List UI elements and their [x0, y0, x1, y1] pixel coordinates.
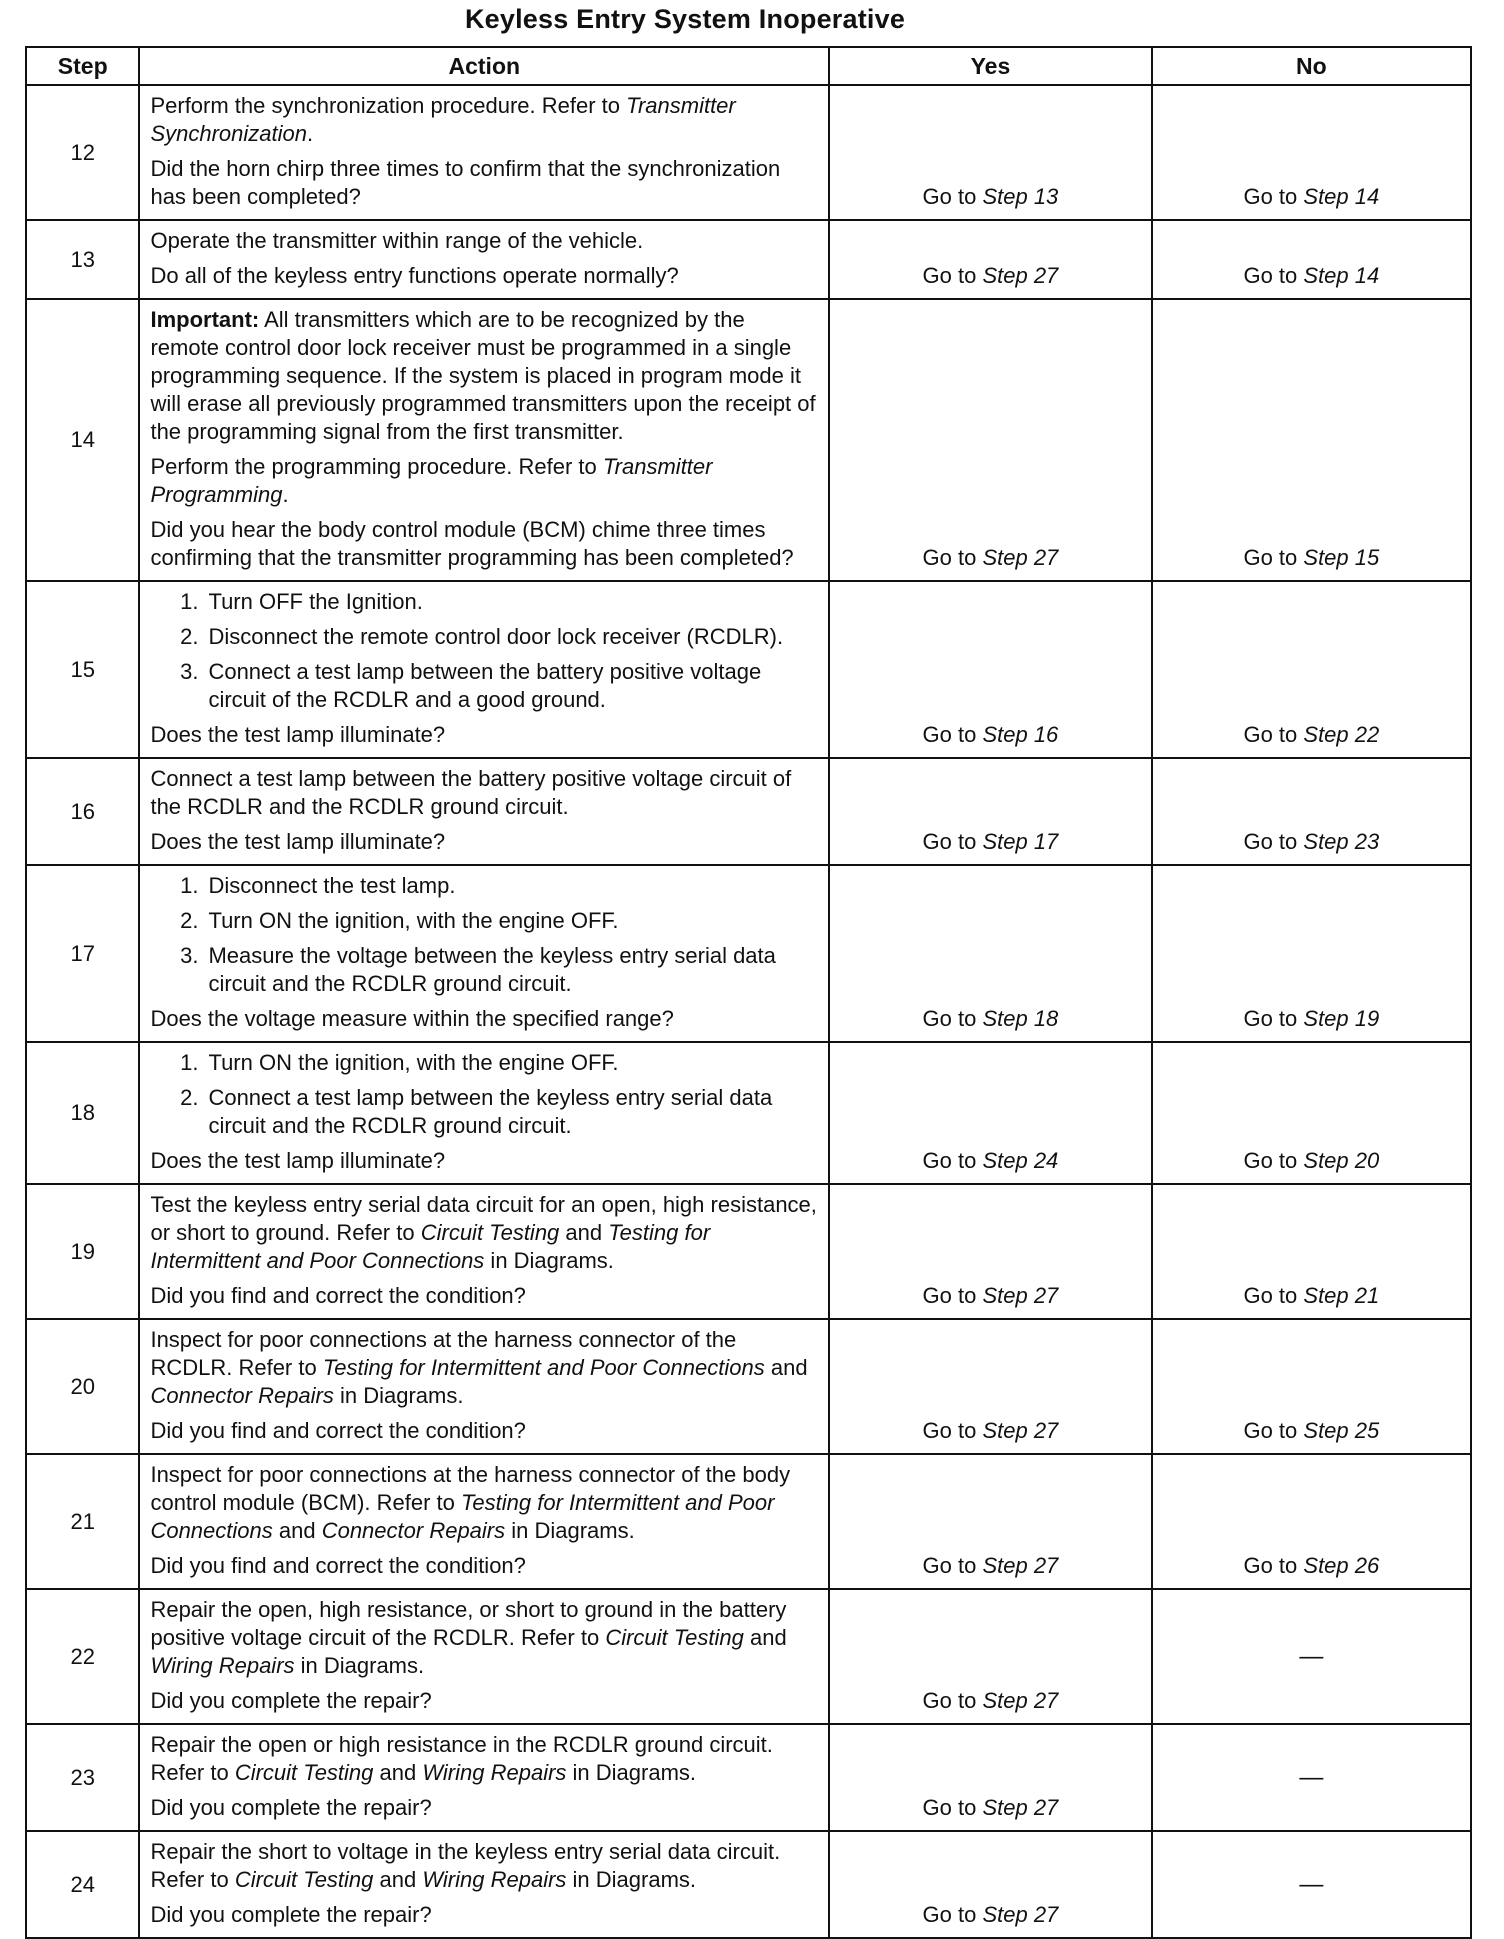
yes-step-ref: Step 18: [982, 1006, 1059, 1031]
item-text: [208, 588, 818, 616]
text-run: Measure the voltage between the keyless entry serial data circuit and the RCDLR ground circuit.: [208, 943, 776, 996]
text-run: Did you find and correct the condition?: [150, 1418, 526, 1443]
action-cell: [139, 865, 829, 1042]
table-row: [26, 1184, 1471, 1319]
reference-link-text: Connector Repairs: [150, 1383, 334, 1408]
action-paragraph: [150, 1838, 818, 1894]
yes-goto-text: Go to: [922, 1148, 983, 1173]
yes-goto-text: Go to: [922, 829, 983, 854]
action-cell: [139, 1589, 829, 1724]
no-cell: [1152, 1319, 1471, 1454]
text-run: Does the voltage measure within the specified range?: [150, 1006, 674, 1031]
text-run: .: [307, 121, 314, 146]
no-goto-text: Go to: [1243, 829, 1304, 854]
item-number: 1.: [180, 873, 199, 898]
action-paragraph: [150, 227, 818, 255]
no-goto-text: Go to: [1243, 1553, 1304, 1578]
step-number: 13: [26, 220, 139, 299]
yes-cell: [829, 581, 1152, 758]
table-row: [26, 1454, 1471, 1589]
yes-goto-text: Go to: [922, 545, 983, 570]
no-step-ref: Step 15: [1303, 545, 1380, 570]
table-row: [26, 1042, 1471, 1184]
text-run: Did you complete the repair?: [150, 1795, 432, 1820]
numbered-item: [150, 588, 818, 616]
yes-goto-text: Go to: [922, 263, 983, 288]
item-text: [208, 942, 818, 998]
text-run: and: [743, 1625, 787, 1650]
action-paragraph: [150, 1687, 818, 1715]
text-run: Did you hear the body control module (BCM) chime three times confirming that the transmitter programming has been completed?: [150, 517, 794, 570]
text-run: Did you find and correct the condition?: [150, 1553, 526, 1578]
action-paragraph: [150, 516, 818, 572]
action-paragraph: [150, 306, 818, 446]
no-cell: [1152, 758, 1471, 865]
header-action: Action: [139, 47, 829, 85]
numbered-item: [150, 1084, 818, 1140]
item-number: 2.: [180, 624, 199, 649]
yes-goto-text: Go to: [922, 1553, 983, 1578]
item-text: [208, 1084, 818, 1140]
text-run: Perform the programming procedure. Refer to: [150, 454, 603, 479]
yes-goto-text: Go to: [922, 1688, 983, 1713]
yes-step-ref: Step 27: [982, 1902, 1059, 1927]
action-paragraph: [150, 262, 818, 290]
table-body: [26, 85, 1471, 1938]
item-number: 2.: [180, 1085, 199, 1110]
no-dash: —: [1299, 1643, 1324, 1670]
reference-link-text: Wiring Repairs: [150, 1653, 295, 1678]
numbered-item: [150, 942, 818, 998]
yes-step-ref: Step 17: [982, 829, 1059, 854]
step-number: 23: [26, 1724, 139, 1831]
no-step-ref: Step 22: [1303, 722, 1380, 747]
action-paragraph: [150, 453, 818, 509]
no-goto-text: Go to: [1243, 722, 1304, 747]
step-number: 19: [26, 1184, 139, 1319]
action-cell: [139, 1184, 829, 1319]
no-step-ref: Step 19: [1303, 1006, 1380, 1031]
header-no: No: [1152, 47, 1471, 85]
text-run: Turn OFF the Ignition.: [208, 589, 423, 614]
action-paragraph: [150, 92, 818, 148]
action-cell: [139, 581, 829, 758]
yes-cell: [829, 85, 1152, 220]
text-run: Did you complete the repair?: [150, 1688, 432, 1713]
action-cell: [139, 1831, 829, 1938]
action-paragraph: [150, 1191, 818, 1275]
action-cell: [139, 85, 829, 220]
text-run: Did you find and correct the condition?: [150, 1283, 526, 1308]
yes-goto-text: Go to: [922, 1418, 983, 1443]
action-cell: [139, 758, 829, 865]
step-number: 22: [26, 1589, 139, 1724]
numbered-item: [150, 872, 818, 900]
reference-link-text: Transmitter Synchronization: [150, 93, 736, 146]
no-dash: —: [1299, 1764, 1324, 1791]
no-cell: [1152, 85, 1471, 220]
action-paragraph: [150, 155, 818, 211]
text-run: .: [282, 482, 289, 507]
text-run: and: [373, 1867, 423, 1892]
action-paragraph: [150, 1794, 818, 1822]
yes-goto-text: Go to: [922, 1283, 983, 1308]
yes-cell: [829, 220, 1152, 299]
no-goto-text: Go to: [1243, 1418, 1304, 1443]
text-run: Connect a test lamp between the battery positive voltage circuit of the RCDLR and the RCDLR ground circuit.: [150, 766, 792, 819]
text-run: and: [373, 1760, 423, 1785]
emphasis-label: Important:: [150, 307, 260, 332]
step-number: 12: [26, 85, 139, 220]
numbered-item: [150, 907, 818, 935]
reference-link-text: Testing for Intermittent and Poor Connections: [150, 1220, 711, 1273]
text-run: Disconnect the test lamp.: [208, 873, 456, 898]
action-paragraph: [150, 1731, 818, 1787]
text-run: Operate the transmitter within range of the vehicle.: [150, 228, 644, 253]
yes-cell: [829, 1454, 1152, 1589]
action-paragraph: [150, 1417, 818, 1445]
text-run: Inspect for poor connections at the harness connector of the RCDLR. Refer to: [150, 1327, 737, 1380]
yes-step-ref: Step 13: [982, 184, 1059, 209]
step-number: 20: [26, 1319, 139, 1454]
table-row: [26, 85, 1471, 220]
yes-step-ref: Step 27: [982, 1418, 1059, 1443]
no-goto-text: Go to: [1243, 1006, 1304, 1031]
step-number: 17: [26, 865, 139, 1042]
table-header-row: [26, 47, 1471, 85]
table-row: [26, 1589, 1471, 1724]
numbered-item: [150, 1049, 818, 1077]
text-run: Inspect for poor connections at the harness connector of the body control module (BCM). Refer to: [150, 1462, 791, 1515]
text-run: Do all of the keyless entry functions operate normally?: [150, 263, 679, 288]
text-run: All transmitters which are to be recognized by the remote control door lock receiver must be programmed in a single programming sequence. If the system is placed in program mode it will erase all previously programmed transmitters upon the receipt of the programming signal from the first transmitter.: [150, 307, 816, 444]
text-run: and: [559, 1220, 609, 1245]
step-number: 16: [26, 758, 139, 865]
reference-link-text: Circuit Testing: [420, 1220, 560, 1245]
action-cell: [139, 299, 829, 581]
text-run: in Diagrams.: [333, 1383, 464, 1408]
yes-cell: [829, 1042, 1152, 1184]
step-number: 14: [26, 299, 139, 581]
item-number: 3.: [180, 943, 199, 968]
yes-cell: [829, 1589, 1152, 1724]
reference-link-text: Circuit Testing: [605, 1625, 744, 1650]
diagnostic-table: [25, 46, 1472, 1939]
yes-cell: [829, 758, 1152, 865]
text-run: in Diagrams.: [566, 1867, 697, 1892]
action-cell: [139, 1454, 829, 1589]
text-run: Does the test lamp illuminate?: [150, 722, 446, 747]
yes-cell: [829, 1831, 1152, 1938]
action-paragraph: [150, 1147, 818, 1175]
no-cell: [1152, 220, 1471, 299]
yes-step-ref: Step 27: [982, 1553, 1059, 1578]
action-paragraph: [150, 1326, 818, 1410]
text-run: Turn ON the ignition, with the engine OFF.: [208, 1050, 619, 1075]
reference-link-text: Connector Repairs: [321, 1518, 506, 1543]
no-cell: [1152, 1042, 1471, 1184]
action-paragraph: [150, 1461, 818, 1545]
text-run: Turn ON the ignition, with the engine OFF.: [208, 908, 619, 933]
table-row: [26, 299, 1471, 581]
no-goto-text: Go to: [1243, 545, 1304, 570]
text-run: Does the test lamp illuminate?: [150, 829, 446, 854]
text-run: Repair the open or high resistance in the RCDLR ground circuit. Refer to: [150, 1732, 773, 1785]
reference-link-text: Circuit Testing: [234, 1760, 374, 1785]
text-run: and: [272, 1518, 322, 1543]
text-run: in Diagrams.: [505, 1518, 635, 1543]
table-row: [26, 758, 1471, 865]
action-cell: [139, 1319, 829, 1454]
reference-link-text: Wiring Repairs: [422, 1760, 567, 1785]
text-run: Test the keyless entry serial data circuit for an open, high resistance, or short to ground. Refer to: [150, 1192, 817, 1245]
table-row: [26, 1319, 1471, 1454]
item-text: [208, 623, 818, 651]
text-run: Did the horn chirp three times to confirm that the synchronization has been completed?: [150, 156, 781, 209]
action-paragraph: [150, 1552, 818, 1580]
reference-link-text: Testing for Intermittent and Poor Connections: [322, 1355, 765, 1380]
yes-goto-text: Go to: [922, 722, 983, 747]
item-number: 3.: [180, 659, 199, 684]
yes-step-ref: Step 27: [982, 545, 1059, 570]
action-paragraph: [150, 828, 818, 856]
reference-link-text: Transmitter Programming: [150, 454, 713, 507]
header-yes: Yes: [829, 47, 1152, 85]
reference-link-text: Wiring Repairs: [422, 1867, 567, 1892]
table-row: [26, 581, 1471, 758]
numbered-item: [150, 658, 818, 714]
item-number: 2.: [180, 908, 199, 933]
step-number: 24: [26, 1831, 139, 1938]
header-step: Step: [26, 47, 139, 85]
step-number: 18: [26, 1042, 139, 1184]
no-step-ref: Step 23: [1303, 829, 1380, 854]
no-cell: [1152, 581, 1471, 758]
yes-step-ref: Step 16: [982, 722, 1059, 747]
action-cell: [139, 1724, 829, 1831]
reference-link-text: Testing for Intermittent and Poor Connections: [150, 1490, 775, 1543]
yes-goto-text: Go to: [922, 1006, 983, 1031]
item-number: 1.: [180, 589, 199, 614]
text-run: Repair the open, high resistance, or short to ground in the battery positive voltage circuit of the RCDLR. Refer to: [150, 1597, 787, 1650]
no-cell: [1152, 1184, 1471, 1319]
yes-goto-text: Go to: [922, 1795, 983, 1820]
item-text: [208, 658, 818, 714]
text-run: Connect a test lamp between the keyless entry serial data circuit and the RCDLR ground circuit.: [208, 1085, 773, 1138]
item-number: 1.: [180, 1050, 199, 1075]
text-run: Disconnect the remote control door lock receiver (RCDLR).: [208, 624, 784, 649]
item-text: [208, 872, 818, 900]
numbered-item: [150, 623, 818, 651]
table-row: [26, 220, 1471, 299]
no-step-ref: Step 25: [1303, 1418, 1380, 1443]
item-text: [208, 1049, 818, 1077]
no-goto-text: Go to: [1243, 1283, 1304, 1308]
yes-cell: [829, 299, 1152, 581]
no-dash: —: [1299, 1871, 1324, 1898]
action-paragraph: [150, 1596, 818, 1680]
action-paragraph: [150, 765, 818, 821]
no-step-ref: Step 21: [1303, 1283, 1380, 1308]
yes-goto-text: Go to: [922, 1902, 983, 1927]
step-number: 15: [26, 581, 139, 758]
yes-step-ref: Step 27: [982, 1688, 1059, 1713]
no-goto-text: Go to: [1243, 263, 1304, 288]
reference-link-text: Circuit Testing: [234, 1867, 374, 1892]
action-cell: [139, 220, 829, 299]
action-cell: [139, 1042, 829, 1184]
yes-cell: [829, 1724, 1152, 1831]
no-goto-text: Go to: [1243, 1148, 1304, 1173]
yes-goto-text: Go to: [922, 184, 983, 209]
no-step-ref: Step 20: [1303, 1148, 1380, 1173]
text-run: Perform the synchronization procedure. Refer to: [150, 93, 627, 118]
text-run: Repair the short to voltage in the keyless entry serial data circuit. Refer to: [150, 1839, 781, 1892]
text-run: in Diagrams.: [484, 1248, 614, 1273]
text-run: Did you complete the repair?: [150, 1902, 432, 1927]
yes-step-ref: Step 27: [982, 1795, 1059, 1820]
yes-step-ref: Step 27: [982, 1283, 1059, 1308]
no-step-ref: Step 14: [1303, 263, 1380, 288]
text-run: in Diagrams.: [294, 1653, 425, 1678]
action-paragraph: [150, 721, 818, 749]
action-paragraph: [150, 1005, 818, 1033]
yes-cell: [829, 1184, 1152, 1319]
yes-step-ref: Step 24: [982, 1148, 1059, 1173]
page-title: Keyless Entry System Inoperative: [464, 4, 906, 34]
text-run: Connect a test lamp between the battery positive voltage circuit of the RCDLR and a good ground.: [208, 659, 762, 712]
table-row: [26, 865, 1471, 1042]
no-cell: [1152, 1454, 1471, 1589]
item-text: [208, 907, 818, 935]
yes-step-ref: Step 27: [982, 263, 1059, 288]
table-row: [26, 1831, 1471, 1938]
no-cell: [1152, 1589, 1471, 1724]
text-run: and: [764, 1355, 808, 1380]
action-paragraph: [150, 1282, 818, 1310]
no-step-ref: Step 26: [1303, 1553, 1380, 1578]
no-cell: [1152, 299, 1471, 581]
no-cell: [1152, 1724, 1471, 1831]
no-goto-text: Go to: [1243, 184, 1304, 209]
text-run: in Diagrams.: [566, 1760, 697, 1785]
no-step-ref: Step 14: [1303, 184, 1380, 209]
yes-cell: [829, 865, 1152, 1042]
action-paragraph: [150, 1901, 818, 1929]
step-number: 21: [26, 1454, 139, 1589]
no-cell: [1152, 1831, 1471, 1938]
yes-cell: [829, 1319, 1152, 1454]
no-cell: [1152, 865, 1471, 1042]
text-run: Does the test lamp illuminate?: [150, 1148, 446, 1173]
table-row: [26, 1724, 1471, 1831]
